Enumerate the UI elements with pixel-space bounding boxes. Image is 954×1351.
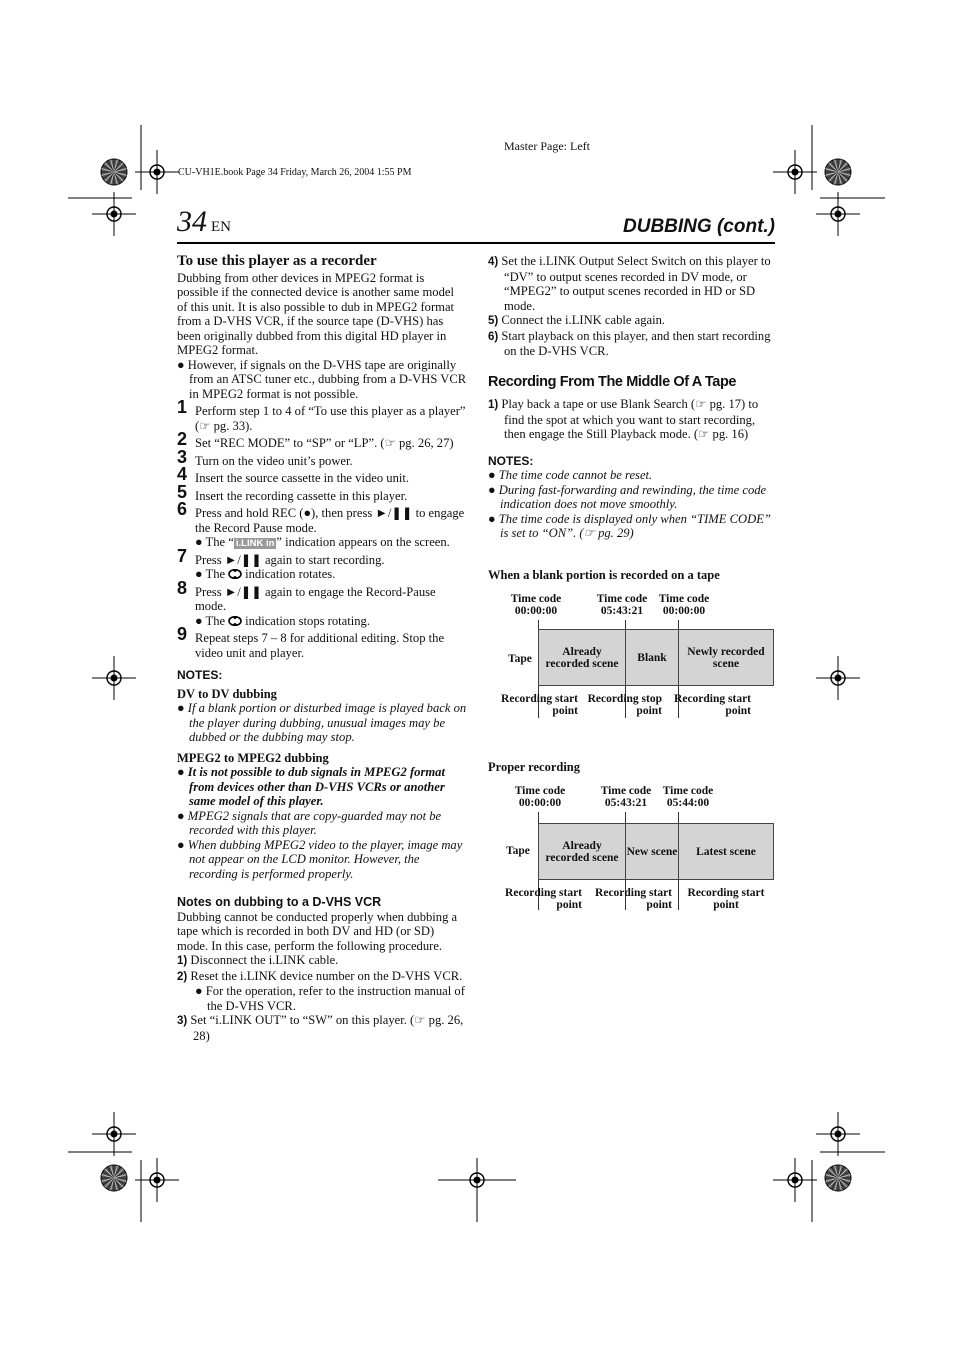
step-4 [177,464,467,486]
point-1: Recording start point [501,693,578,717]
crosshair-mark [773,150,817,194]
dvhs-sub-text: For the operation, refer to the instruction manual of the D-VHS VCR. [205,984,465,1013]
starburst-mark [825,159,851,185]
tc-1 [492,785,588,809]
dv-note: ● If a blank portion or disturbed image is played back on the player during dubbing, unusual images may be dubbed or the dubbing may stop. [177,701,467,744]
dvhs-step-number: 3) [177,1015,188,1027]
step-text: Insert the source cassette in the video unit. [195,471,410,485]
mpeg-note-text: It is not possible to dub signals in MPEG2 format from devices other than D-VHS VCRs or another same model of this player. [187,765,445,808]
tc-value: 00:00:00 [662,605,706,617]
notes-heading: NOTES: [177,668,223,682]
step-text: Press and hold REC (●), then press ►/❚❚ to engage the Record Pause mode. [195,506,465,535]
step-number: 5 [177,481,188,502]
step-number: 6 [177,499,188,519]
step-5 [177,481,467,504]
recorder-heading: To use this player as a recorder [177,253,377,269]
segment-blank: Blank [625,629,679,686]
cont-step-number: 4) [488,256,499,268]
starburst-mark [101,159,127,185]
step-6-sub: ● The “ i.LINK in ” indication appears on the screen. [195,535,450,549]
page-number [177,205,231,239]
sub-text-a: The [205,613,226,628]
tc-label: Time code [596,593,648,605]
segment-new: New scene [625,823,679,880]
cont-step-text: Start playback on this player, and then start recording on the D-VHS VCR. [501,328,771,358]
sub-text-a: The “ [205,535,234,549]
cont-step-number: 5) [488,315,499,327]
tape-label: Tape [508,653,532,665]
right-note-3: ● The time code is displayed only when “TIME CODE” is set to “ON”. (☞ pg. 29) [488,511,771,540]
middle-step-1 [488,397,776,442]
step-9 [177,624,467,660]
crosshair-mark [816,656,860,700]
step-text: Repeat steps 7 – 8 for additional editing. Stop the video unit and player. [195,631,445,660]
right-note-text: During fast-forwarding and rewinding, the time code indication does not move smoothly. [498,482,767,511]
intro-bullet: ● However, if signals on the D-VHS tape are originally from an ATSC tuner etc., dubbing from a D-VHS VCR in MPEG2 format is not possible. [177,357,467,401]
dvhs-step-2-sub: ● For the operation, refer to the instruction manual of the D-VHS VCR. [195,984,465,1013]
mpeg-note-2: ● MPEG2 signals that are copy-guarded may not be recorded with this player. [177,808,442,837]
dvhs-step-1 [177,953,467,969]
recorder-intro: Dubbing from other devices in MPEG2 format is possible if the connected device is another same model of this unit. It is also possible to dub in MPEG2 format from a D-VHS VCR, if the source tape (D-VHS) has been originally dubbed from this digital HD player in MPEG2 format. [177,270,455,357]
step-text: Insert the recording cassette in this player. [195,488,408,503]
step-number: 7 [177,545,188,566]
crosshair-mark [92,656,136,700]
step-text: Turn on the video unit’s power. [195,453,353,468]
page-number-value: 34 [177,205,207,238]
diagram-1 [488,590,778,720]
step-7 [177,545,467,582]
crosshair-mark [816,192,860,236]
dvhs-step-text: Set “i.LINK OUT” to “SW” on this player. (☞ pg. 26, 28) [190,1013,464,1043]
point-2: Recording stop point [587,693,662,717]
tc-value: 05:43:21 [604,797,648,809]
middle-step-number: 1) [488,399,499,411]
right-note-text: The time code cannot be reset. [498,468,653,482]
crosshair-mark [773,1158,817,1202]
sub-text-b: indication stops rotating. [245,613,370,628]
middle-heading: Recording From The Middle Of A Tape [488,373,737,390]
sub-text-b: indication rotates. [245,567,336,581]
step-number: 2 [177,429,188,449]
step-text: Set “REC MODE” to “SP” or “LP”. (☞ pg. 26, 27) [195,436,454,450]
tc-label: Time code [514,785,566,797]
tc-label: Time code [600,785,652,797]
dvhs-text: Dubbing cannot be conducted properly when dubbing a tape which is recorded in both DV and HD (or SD) mode. In this case, perform the following procedure. [177,909,458,953]
mpeg-note-1: ● It is not possible to dub signals in MPEG2 format from devices other than D-VHS VCRs or another same model of this player. [177,765,445,808]
step-3 [177,446,467,469]
dv-note-text: If a blank portion or disturbed image is played back on the player during dubbing, unusual images may be dubbed or the dubbing may stop. [187,701,467,744]
dv-heading: DV to DV dubbing [177,686,277,701]
tc-3 [654,593,714,617]
segment-new: Newly recorded scene [678,629,774,686]
language-code: EN [211,219,231,235]
point-2: Recording start point [595,887,672,911]
right-notes-heading: NOTES: [488,453,534,468]
mpeg-heading: MPEG2 to MPEG2 dubbing [177,750,329,765]
diagram-2 [488,782,778,912]
cont-step-number: 6) [488,330,499,343]
rotation-icon [228,616,242,626]
ilink-badge: i.LINK in [235,538,275,549]
crosshair-mark [92,192,136,236]
right-note-2: ● During fast-forwarding and rewinding, the time code indication does not move smoothly. [488,482,767,511]
tc-3 [658,785,718,809]
sub-text-a: The [205,567,226,581]
book-info: CU-VH1E.book Page 34 Friday, March 26, 2004 1:55 PM [178,167,412,178]
dvhs-step-text: Reset the i.LINK device number on the D-VHS VCR. [190,968,463,983]
starburst-mark [825,1165,851,1191]
mpeg-note-text: When dubbing MPEG2 video to the player, image may not appear on the LCD monitor. However, the recording is performed properly. [187,837,463,881]
intro-bullet-text: However, if signals on the D-VHS tape are originally from an ATSC tuner etc., dubbing from a D-VHS VCR in MPEG2 format is not possible. [187,357,467,401]
sub-text-b: ” indication appears on the screen. [276,535,450,549]
section-title: DUBBING (cont.) [623,216,775,237]
tc-2 [584,593,660,617]
middle-step-text: Play back a tape or use Blank Search (☞ pg. 17) to find the spot at which you want to start recording, then engage the Still Playback mode. (☞ pg. 16) [501,397,759,441]
step-text: Press ►/❚❚ again to start recording. [195,552,385,567]
step-number: 4 [177,464,188,484]
crosshair-mark [455,1158,499,1202]
step-2 [177,429,467,451]
tape-label: Tape [506,845,530,857]
left-column [177,254,467,1043]
tc-value: 05:44:00 [666,797,710,809]
point-3: Recording start point [687,887,765,911]
dvhs-heading: Notes on dubbing to a D-VHS VCR [177,895,382,909]
dvhs-step-2 [177,969,467,985]
tc-2 [588,785,664,809]
tc-label: Time code [510,593,562,605]
right-column [488,254,776,541]
tc-1 [488,593,584,617]
step-text: Press ►/❚❚ again to engage the Record-Pause mode. [195,584,436,613]
cont-step-text: Set the i.LINK Output Select Switch on this player to “DV” to output scenes recorded in DV mode, or “MPEG2” to output scenes recorded in HD or SD mode. [501,254,771,313]
tc-value: 00:00:00 [514,605,558,617]
tc-label: Time code [658,593,710,605]
cont-step-text: Connect the i.LINK cable again. [501,313,666,327]
header-rule [177,242,775,244]
dvhs-step-number: 1) [177,955,188,967]
crosshair-mark [92,1112,136,1156]
cont-step-5 [488,313,776,329]
step-number: 1 [177,397,188,417]
cont-step-6 [488,329,776,359]
segment-recorded: Already recorded scene [538,823,626,880]
tc-value: 00:00:00 [518,797,562,809]
rotation-icon [228,569,242,579]
cont-step-4 [488,254,776,313]
master-page-label: Master Page: Left [504,139,590,153]
segment-recorded: Already recorded scene [538,629,626,686]
tc-value: 05:43:21 [600,605,644,617]
step-1 [177,397,467,433]
segment-latest: Latest scene [678,823,774,880]
step-7-sub: ● The indication rotates. [195,567,336,581]
tc-label: Time code [662,785,714,797]
dvhs-step-text: Disconnect the i.LINK cable. [190,953,339,967]
step-8 [177,577,467,629]
right-note-text: The time code is displayed only when “TIME CODE” is set to “ON”. (☞ pg. 29) [498,511,771,540]
dvhs-step-3 [177,1013,467,1043]
step-6 [177,499,467,550]
right-note-1: ● The time code cannot be reset. [488,468,653,482]
dvhs-step-number: 2) [177,970,188,983]
diagram-2-title: Proper recording [488,760,580,774]
diagram-1-title: When a blank portion is recorded on a tape [488,568,720,582]
step-number: 8 [177,577,188,598]
starburst-mark [101,1165,127,1191]
crosshair-mark [135,150,179,194]
mpeg-note-text: MPEG2 signals that are copy-guarded may not be recorded with this player. [187,808,442,837]
step-text: Perform step 1 to 4 of “To use this player as a player” (☞ pg. 33). [195,404,466,433]
point-1: Recording start point [505,887,582,911]
crosshair-mark [816,1112,860,1156]
step-number: 3 [177,446,188,467]
step-number: 9 [177,624,188,644]
point-3: Recording start point [674,693,751,717]
step-8-sub: ● The indication stops rotating. [195,613,370,628]
crosshair-mark [135,1158,179,1202]
mpeg-note-3: ● When dubbing MPEG2 video to the player, image may not appear on the LCD monitor. However, the recording is performed properly. [177,837,463,881]
